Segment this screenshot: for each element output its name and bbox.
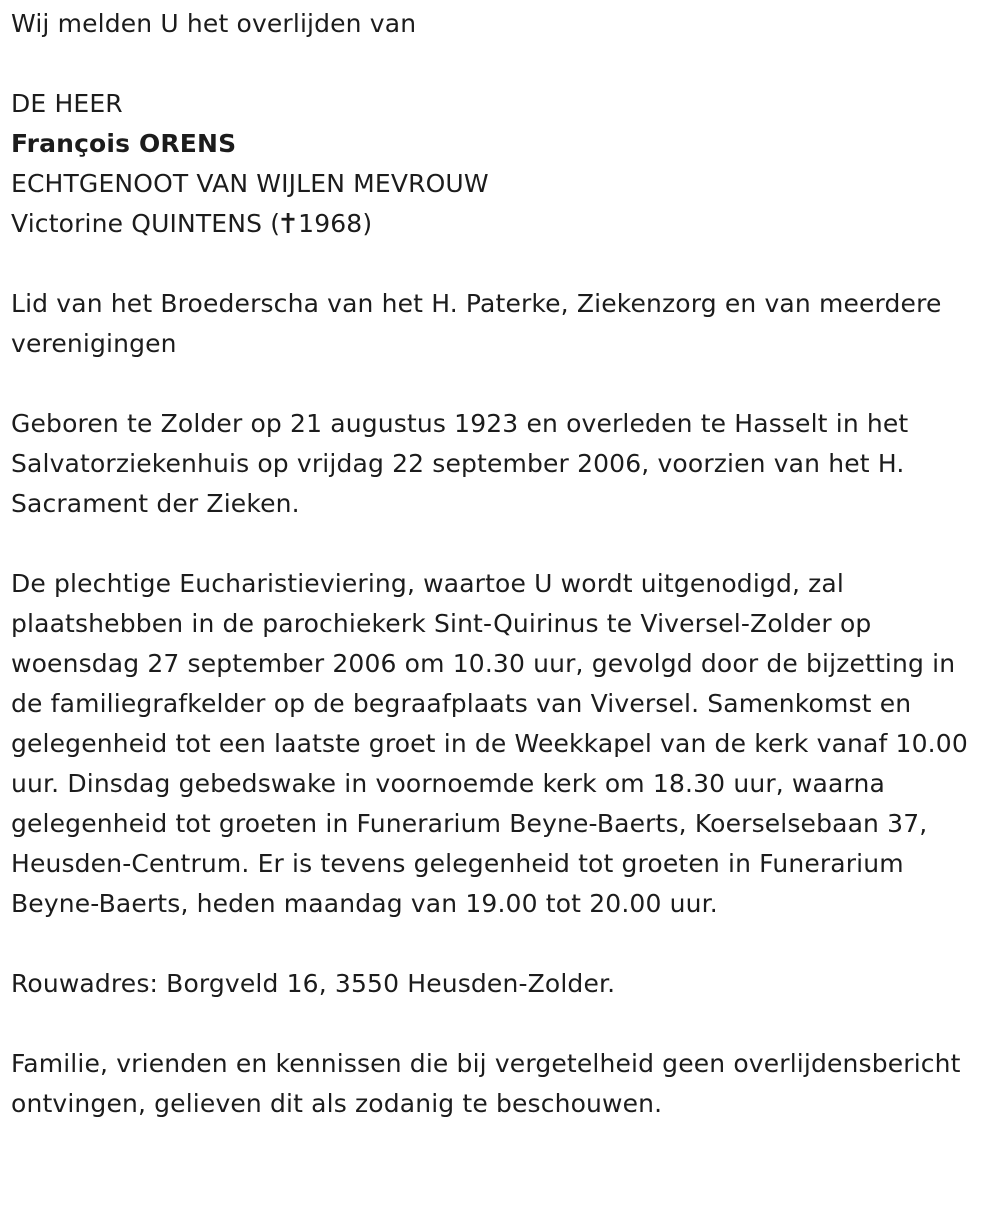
spacer (11, 924, 993, 964)
honorific: DE HEER (11, 89, 123, 118)
ceremony-paragraph: De plechtige Eucharistieviering, waartoe U wordt uitgenodigd, zal plaatshebben in de parochiekerk Sint-Quirinus te Viversel-Zolder op woensdag 27 september 2006 om 10.30 uur, gevolgd door de bijzetting in de familiegrafkelder op de begraafplaats van Viversel. Samenkomst en gelegenheid tot een laatste groet in de Weekkapel van de kerk vanaf 10.00 uur. Dinsdag gebedswake in voornoemde kerk om 18.30 uur, waarna gelegenheid tot groeten in Funerarium Beyne-Baerts, Koerselsebaan 37, Heusden-Centrum. Er is tevens gelegenheid tot groeten in Funerarium Beyne-Baerts, heden maandag van 19.00 tot 20.00 uur. (11, 569, 968, 918)
death-notice (11, 4, 993, 1124)
membership-paragraph: Lid van het Broederscha van het H. Paterke, Ziekenzorg en van meerdere verenigingen (11, 289, 942, 358)
spouse-line (11, 204, 993, 244)
relation-line: ECHTGENOOT VAN WIJLEN MEVROUW (11, 169, 489, 198)
deceased-name: François ORENS (11, 129, 237, 158)
spacer (11, 44, 993, 84)
spacer (11, 1004, 993, 1044)
mourning-address: Rouwadres: Borgveld 16, 3550 Heusden-Zolder. (11, 969, 616, 998)
intro-line: Wij melden U het overlijden van (11, 9, 417, 38)
spacer (11, 364, 993, 404)
closing-paragraph: Familie, vrienden en kennissen die bij vergetelheid geen overlijdensbericht ontvingen, gelieven dit als zodanig te beschouwen. (11, 1049, 961, 1118)
spouse-death-year: 1968) (298, 209, 373, 238)
spacer (11, 244, 993, 284)
spouse-name: Victorine QUINTENS ( (11, 209, 281, 238)
birth-death-paragraph: Geboren te Zolder op 21 augustus 1923 en overleden te Hasselt in het Salvatorziekenhuis op vrijdag 22 september 2006, voorzien van het H. Sacrament der Zieken. (11, 409, 909, 518)
spacer (11, 524, 993, 564)
cross-icon (281, 212, 295, 234)
